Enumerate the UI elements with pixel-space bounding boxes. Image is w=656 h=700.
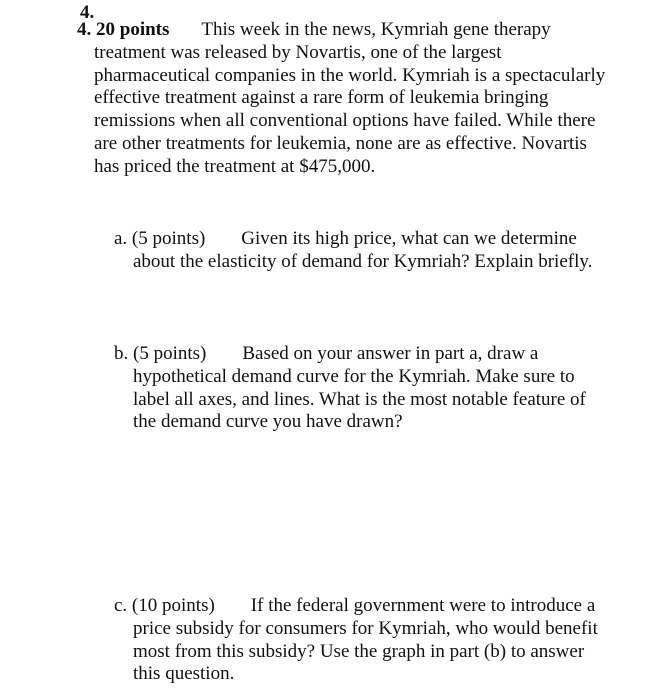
part-c xyxy=(114,595,613,686)
question-points-label: 4. 20 points xyxy=(77,19,170,40)
question-intro xyxy=(77,19,609,179)
part-a-label: a. (5 points) xyxy=(114,228,206,249)
part-a-text: Given its high price, what can we determine about the elasticity of demand for Kymriah? Explain briefly. xyxy=(133,228,593,272)
part-a xyxy=(114,228,613,274)
question-intro-text: This week in the news, Kymriah gene therapy treatment was released by Novartis, one of the largest pharmaceutical companies in the world. Kymriah is a spectacularly effective treatment against a rare form of leukemia bringing remissions when all conventional options have failed. While there are other treatments for leukemia, none are as effective. Novartis has priced the treatment at $475,000. xyxy=(94,19,606,177)
part-c-label: c. (10 points) xyxy=(114,595,215,616)
part-b-label: b. (5 points) xyxy=(114,343,207,364)
part-b xyxy=(114,343,613,434)
part-c-text: If the federal government were to introduce a price subsidy for consumers for Kymriah, who would benefit most from this subsidy? Use the graph in part (b) to answer this question. xyxy=(133,595,598,685)
part-b-text: Based on your answer in part a, draw a hypothetical demand curve for the Kymriah. Make sure to label all axes, and lines. What is the most notable feature of the demand curve you have drawn? xyxy=(133,343,586,433)
question-number: 4. xyxy=(80,2,95,23)
